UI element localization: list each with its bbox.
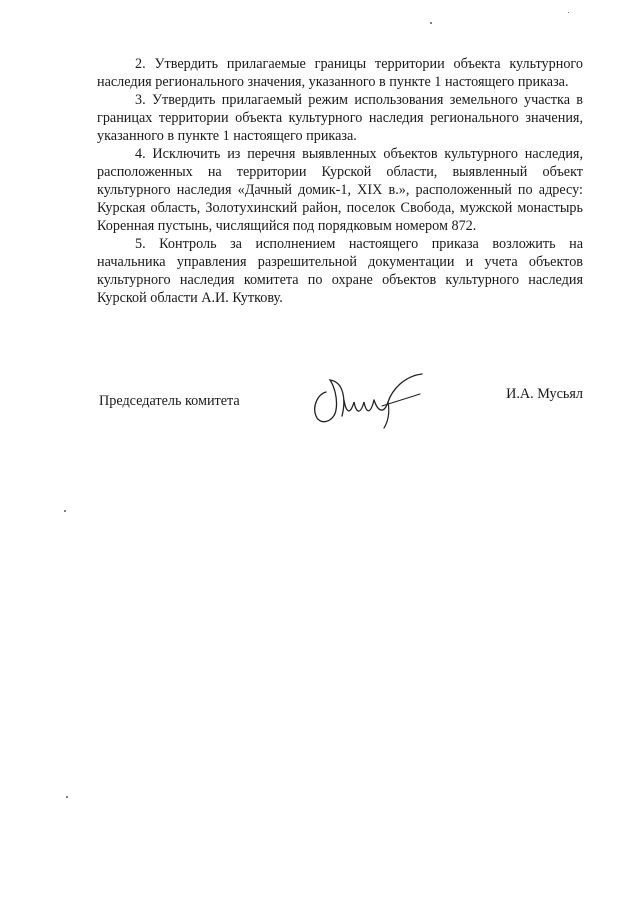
scan-speck [568, 12, 569, 13]
document-body [97, 55, 583, 307]
signature-block [97, 380, 583, 440]
scan-speck [64, 510, 66, 512]
signatory-name: И.А. Мусьял [506, 386, 583, 402]
paragraph-5: 5. Контроль за исполнением настоящего приказа возложить на начальника управления разрешительной документации и учета объектов культурного наследия комитета по охране объектов культурного наследия Курской области А.И. Куткову. [97, 236, 583, 306]
paragraph-2: 2. Утвердить прилагаемые границы территории объекта культурного наследия регионального значения, указанного в пункте 1 настоящего приказа. [97, 56, 583, 90]
signatory-title: Председатель комитета [99, 393, 240, 409]
scan-speck [66, 796, 68, 798]
paragraph-4: 4. Исключить из перечня выявленных объектов культурного наследия, расположенных на территории Курской области, выявленный объект культурного наследия «Дачный домик-1, XIX в.», расположенный по адресу: Курская область, Золотухинский район, поселок Свобода, мужской монастырь Коренная пустынь, числящийся под порядковым номером 872. [97, 146, 583, 234]
handwritten-signature [304, 372, 434, 432]
paragraph-3: 3. Утвердить прилагаемый режим использования земельного участка в границах территории объекта культурного наследия регионального значения, указанного в пункте 1 настоящего приказа. [97, 92, 583, 144]
scan-speck [430, 22, 432, 24]
